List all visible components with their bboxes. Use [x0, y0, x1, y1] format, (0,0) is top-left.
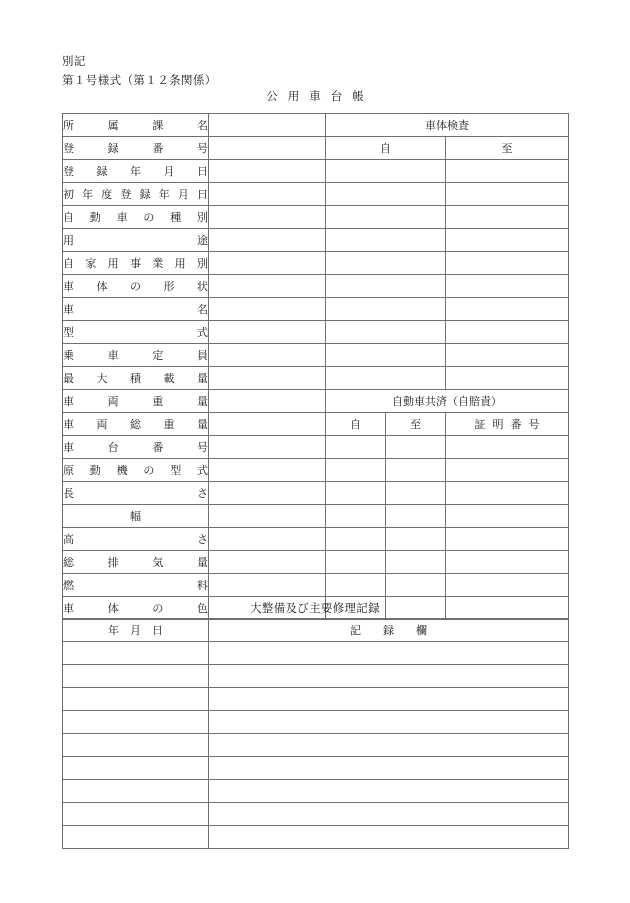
insurance-to-cell[interactable]: [386, 505, 446, 528]
row-label: 長 さ: [63, 482, 209, 505]
inspection-from-cell[interactable]: [326, 298, 446, 321]
inspection-to-cell[interactable]: [446, 275, 569, 298]
table-row: [63, 321, 569, 344]
row-label: 車 両 重 量: [63, 390, 209, 413]
row-label: 車 体 の 形 状: [63, 275, 209, 298]
insurance-from-cell[interactable]: [326, 551, 386, 574]
vehicle-ledger-table: [62, 113, 569, 620]
inspection-from-cell[interactable]: [326, 229, 446, 252]
insurance-to-header: 至: [386, 413, 446, 436]
row-value[interactable]: [209, 574, 326, 597]
row-label: 最 大 積 載 量: [63, 367, 209, 390]
table-row: [63, 528, 569, 551]
record-date-cell[interactable]: [63, 688, 209, 711]
record-date-cell[interactable]: [63, 734, 209, 757]
inspection-to-cell[interactable]: [446, 321, 569, 344]
row-label: 車 名: [63, 298, 209, 321]
row-value[interactable]: [209, 390, 326, 413]
inspection-from-cell[interactable]: [326, 183, 446, 206]
insurance-from-cell[interactable]: [326, 505, 386, 528]
row-label: 自 家 用 事 業 用 別: [63, 252, 209, 275]
note-label: 別記: [62, 54, 86, 68]
record-date-header: 年 月 日: [63, 619, 209, 642]
insurance-cert-cell[interactable]: [446, 436, 569, 459]
insurance-cert-header: 証明番号: [446, 413, 569, 436]
insurance-from-cell[interactable]: [326, 459, 386, 482]
table-header-row: [63, 619, 569, 642]
table-row: [63, 642, 569, 665]
table-row: [63, 413, 569, 436]
row-value[interactable]: [209, 505, 326, 528]
insurance-cert-cell[interactable]: [446, 528, 569, 551]
insurance-to-cell[interactable]: [386, 528, 446, 551]
inspection-from-cell[interactable]: [326, 367, 446, 390]
record-date-cell[interactable]: [63, 642, 209, 665]
insurance-cert-cell[interactable]: [446, 482, 569, 505]
main-table-title: 公用車台帳: [266, 89, 374, 103]
row-label: 自 動 車 の 種 別: [63, 206, 209, 229]
row-value[interactable]: [209, 160, 326, 183]
inspection-from-cell[interactable]: [326, 206, 446, 229]
insurance-from-cell[interactable]: [326, 482, 386, 505]
inspection-to-cell[interactable]: [446, 298, 569, 321]
row-value[interactable]: [209, 459, 326, 482]
table-row: [63, 436, 569, 459]
inspection-to-cell[interactable]: [446, 367, 569, 390]
record-date-cell[interactable]: [63, 757, 209, 780]
row-label: 原 動 機 の 型 式: [63, 459, 209, 482]
record-content-cell[interactable]: [209, 665, 569, 688]
row-value[interactable]: [209, 275, 326, 298]
table-row: [63, 688, 569, 711]
row-label: 燃 料: [63, 574, 209, 597]
table-row: [63, 367, 569, 390]
insurance-from-cell[interactable]: [326, 436, 386, 459]
inspection-to-cell[interactable]: [446, 206, 569, 229]
insurance-cert-cell[interactable]: [446, 505, 569, 528]
inspection-from-cell[interactable]: [326, 344, 446, 367]
row-value[interactable]: [209, 482, 326, 505]
row-value[interactable]: [209, 298, 326, 321]
insurance-header: 自動車共済（自賠責）: [326, 390, 569, 413]
inspection-to-header: 至: [446, 137, 569, 160]
record-table-title: 大整備及び主要修理記録: [250, 601, 380, 615]
record-content-cell[interactable]: [209, 803, 569, 826]
table-row: [63, 229, 569, 252]
record-content-cell[interactable]: [209, 780, 569, 803]
inspection-from-cell[interactable]: [326, 160, 446, 183]
insurance-to-cell[interactable]: [386, 574, 446, 597]
row-label: 所 属 課 名: [63, 114, 209, 137]
inspection-to-cell[interactable]: [446, 229, 569, 252]
table-row: [63, 665, 569, 688]
row-value[interactable]: [209, 183, 326, 206]
record-date-cell[interactable]: [63, 665, 209, 688]
table-row: [63, 298, 569, 321]
table-row: [63, 137, 569, 160]
row-label: 登 録 番 号: [63, 137, 209, 160]
form-number: 第１号様式（第１２条関係）: [62, 73, 217, 87]
table-row: [63, 826, 569, 849]
row-value[interactable]: [209, 528, 326, 551]
table-row: [63, 183, 569, 206]
record-content-cell[interactable]: [209, 688, 569, 711]
row-value[interactable]: [209, 252, 326, 275]
table-row: [63, 711, 569, 734]
row-label: 高 さ: [63, 528, 209, 551]
inspection-from-header: 自: [326, 137, 446, 160]
inspection-to-cell[interactable]: [446, 183, 569, 206]
row-value[interactable]: [209, 436, 326, 459]
table-row: [63, 114, 569, 137]
insurance-cert-cell[interactable]: [446, 459, 569, 482]
insurance-cert-cell[interactable]: [446, 574, 569, 597]
record-content-header: 記 録 欄: [209, 619, 569, 642]
row-value[interactable]: [209, 551, 326, 574]
record-date-cell[interactable]: [63, 826, 209, 849]
record-date-cell[interactable]: [63, 711, 209, 734]
table-row: [63, 757, 569, 780]
table-row: [63, 344, 569, 367]
table-row: [63, 206, 569, 229]
row-value[interactable]: [209, 206, 326, 229]
document-heading: [62, 52, 217, 90]
insurance-to-cell[interactable]: [386, 459, 446, 482]
table-row: [63, 275, 569, 298]
table-row: [63, 803, 569, 826]
row-label: 幅: [63, 505, 209, 528]
inspection-from-cell[interactable]: [326, 321, 446, 344]
maintenance-record-table: [62, 618, 569, 849]
record-date-cell[interactable]: [63, 803, 209, 826]
row-value[interactable]: [209, 321, 326, 344]
row-value[interactable]: [209, 114, 326, 137]
table-row: [63, 780, 569, 803]
row-value[interactable]: [209, 344, 326, 367]
insurance-to-cell[interactable]: [386, 551, 446, 574]
table-row: [63, 459, 569, 482]
row-value[interactable]: [209, 229, 326, 252]
insurance-from-header: 自: [326, 413, 386, 436]
insurance-to-cell[interactable]: [386, 482, 446, 505]
table-row: [63, 160, 569, 183]
row-label: 用 途: [63, 229, 209, 252]
row-value[interactable]: [209, 413, 326, 436]
record-content-cell[interactable]: [209, 734, 569, 757]
row-label: 乗 車 定 員: [63, 344, 209, 367]
row-value[interactable]: [209, 137, 326, 160]
insurance-to-cell[interactable]: [386, 436, 446, 459]
row-label: 車 体 の 色: [63, 597, 209, 620]
inspection-to-cell[interactable]: [446, 252, 569, 275]
table-row: [63, 551, 569, 574]
record-date-cell[interactable]: [63, 780, 209, 803]
row-value[interactable]: [209, 367, 326, 390]
record-content-cell[interactable]: [209, 757, 569, 780]
insurance-from-cell[interactable]: [326, 574, 386, 597]
row-label: 登 録 年 月 日: [63, 160, 209, 183]
table-row: [63, 505, 569, 528]
table-row: [63, 252, 569, 275]
inspection-header: 車体検査: [326, 114, 569, 137]
record-content-cell[interactable]: [209, 826, 569, 849]
row-label: 型 式: [63, 321, 209, 344]
insurance-cert-cell[interactable]: [446, 551, 569, 574]
insurance-from-cell[interactable]: [326, 528, 386, 551]
record-content-cell[interactable]: [209, 642, 569, 665]
row-label: 総 排 気 量: [63, 551, 209, 574]
table-row: [63, 734, 569, 757]
inspection-to-cell[interactable]: [446, 344, 569, 367]
inspection-from-cell[interactable]: [326, 275, 446, 298]
record-content-cell[interactable]: [209, 711, 569, 734]
inspection-from-cell[interactable]: [326, 252, 446, 275]
table-row: [63, 574, 569, 597]
table-row: [63, 482, 569, 505]
row-label: 車 両 総 重 量: [63, 413, 209, 436]
row-label: 車 台 番 号: [63, 436, 209, 459]
inspection-to-cell[interactable]: [446, 160, 569, 183]
row-label: 初 年 度 登 録 年 月 日: [63, 183, 209, 206]
table-row: [63, 390, 569, 413]
